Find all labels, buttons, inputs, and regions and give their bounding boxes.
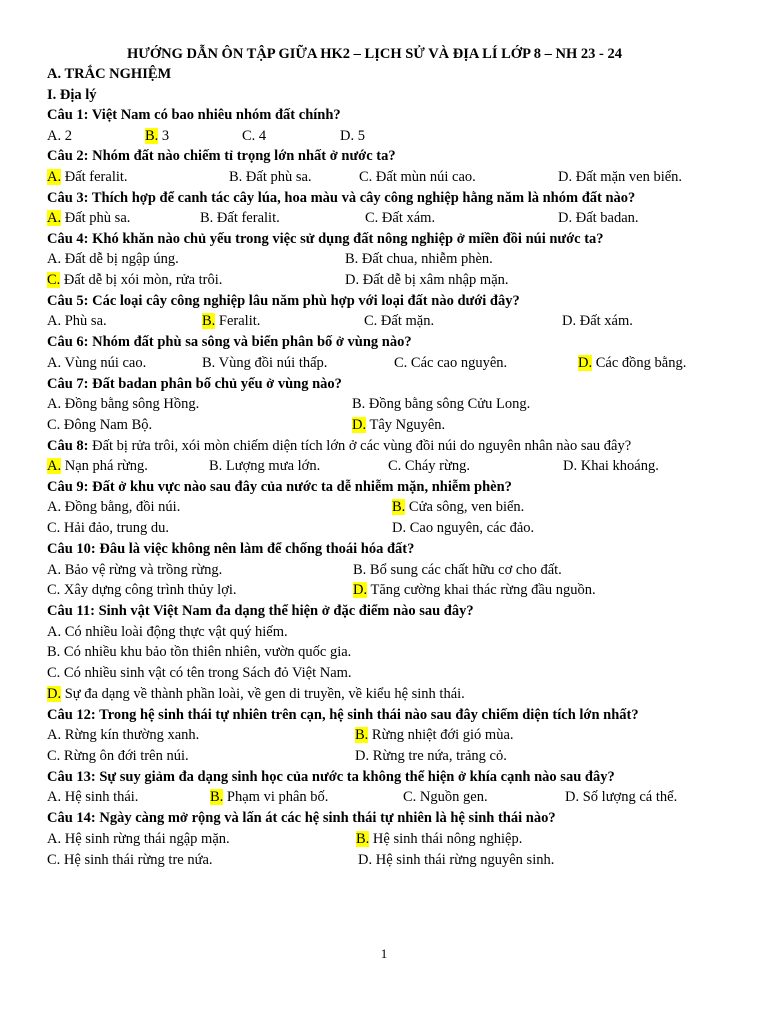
answer-letter: A. <box>47 313 62 330</box>
answer-letter: C. <box>47 582 61 599</box>
question-5: Câu 5: Các loại cây công nghiệp lâu năm phù hợp với loại đất nào dưới đây? <box>47 292 520 309</box>
answer-text: Đất xám. <box>378 210 436 227</box>
answer-option-d <box>355 746 507 767</box>
answer-text: 5 <box>354 127 365 144</box>
answer-row <box>47 249 702 270</box>
answer-option-d <box>345 270 509 291</box>
answer-option-a <box>47 456 148 477</box>
answer-option-a <box>47 311 107 332</box>
answer-text: Đông Nam Bộ. <box>60 416 153 433</box>
answer-text: Đất xám. <box>576 313 633 330</box>
answer-letter: C. <box>47 520 61 537</box>
correct-answer-letter: D. <box>352 416 367 433</box>
answer-text: Có nhiều khu bảo tồn thiên nhiên, vườn quốc gia. <box>60 644 352 661</box>
answer-option-d <box>47 684 465 705</box>
answer-letter: B. <box>209 458 223 475</box>
correct-answer-letter: B. <box>356 830 370 847</box>
answer-option-c <box>47 270 222 291</box>
answer-option-d <box>353 580 596 601</box>
answer-row <box>47 497 702 518</box>
answer-text: Vùng đồi núi thấp. <box>215 354 328 371</box>
answer-text: Xây dựng công trình thủy lợi. <box>60 582 237 599</box>
answer-option-c <box>242 126 266 147</box>
answer-text: Tăng cường khai thác rừng đầu nguồn. <box>367 582 596 599</box>
answer-text: Bảo vệ rừng và trồng rừng. <box>61 561 223 578</box>
answer-text: Hệ sinh thái rừng nguyên sinh. <box>372 851 555 868</box>
answer-text: Rừng ôn đới trên núi. <box>60 748 189 765</box>
answer-option-a <box>47 725 199 746</box>
answer-row <box>47 415 702 436</box>
answer-text: Hệ sinh thái rừng tre nứa. <box>60 851 213 868</box>
document-page <box>47 44 702 870</box>
answer-letter: D. <box>563 458 578 475</box>
answer-option-b <box>352 394 530 415</box>
answer-text: Đồng bằng sông Cửu Long. <box>365 396 531 413</box>
answer-option-a <box>47 560 222 581</box>
answer-text: Đất dễ bị xâm nhập mặn. <box>359 272 509 289</box>
answer-option-b <box>145 126 169 147</box>
answer-row <box>47 560 702 581</box>
answer-text: Đất chua, nhiễm phèn. <box>358 251 493 268</box>
answer-letter: A. <box>47 127 62 144</box>
answer-text: Đất feralit. <box>61 168 128 185</box>
answer-letter: D. <box>355 748 370 765</box>
answer-letter: D. <box>392 520 407 537</box>
answer-option-c <box>394 353 507 374</box>
answer-option-c <box>47 746 189 767</box>
answer-text: Cửa sông, ven biển. <box>405 499 525 516</box>
answer-option-b <box>392 497 524 518</box>
answer-option-a <box>47 787 138 808</box>
answer-text: Feralit. <box>215 313 261 330</box>
correct-answer-letter: A. <box>47 210 62 227</box>
answer-option-a <box>47 126 72 147</box>
answer-letter: B. <box>200 210 214 227</box>
answer-text: Rừng tre nứa, trảng cỏ. <box>369 748 507 765</box>
question-number: Câu 8: <box>47 437 89 454</box>
answer-option-d <box>340 126 365 147</box>
answer-row <box>47 663 702 684</box>
answer-text: Đất dễ bị xói mòn, rửa trôi. <box>60 272 223 289</box>
answer-text: 4 <box>255 127 267 144</box>
answer-text: Cao nguyên, các đảo. <box>406 520 535 537</box>
answer-letter: D. <box>558 210 573 227</box>
answer-option-b <box>210 787 328 808</box>
answer-row <box>47 642 702 663</box>
question-10: Câu 10: Đâu là việc không nên làm để chống thoái hóa đất? <box>47 541 415 558</box>
answer-text: Hải đảo, trung du. <box>60 520 170 537</box>
answer-option-d <box>565 787 677 808</box>
question-text: Đất bị rửa trôi, xói mòn chiếm diện tích lớn ở các vùng đồi núi do nguyên nhân nào sau đây? <box>88 437 632 454</box>
answer-text: Có nhiều sinh vật có tên trong Sách đỏ Việt Nam. <box>60 665 352 682</box>
answer-letter: A. <box>47 561 62 578</box>
answer-option-d <box>578 353 686 374</box>
answer-text: Đất dễ bị ngập úng. <box>61 251 179 268</box>
correct-answer-letter: A. <box>47 458 62 475</box>
answer-option-a <box>47 622 288 643</box>
answer-letter: A. <box>47 354 62 371</box>
answer-letter: C. <box>388 458 402 475</box>
answer-letter: C. <box>365 210 379 227</box>
answer-letter: A. <box>47 789 62 806</box>
answer-option-b <box>209 456 320 477</box>
answer-text: Nạn phá rừng. <box>61 458 148 475</box>
answer-letter: A. <box>47 623 62 640</box>
answer-row <box>47 725 702 746</box>
answer-text: Cháy rừng. <box>401 458 470 475</box>
answer-text: Đất phù sa. <box>242 168 312 185</box>
correct-answer-letter: A. <box>47 168 62 185</box>
answer-option-c <box>359 167 476 188</box>
answer-text: Đồng bằng, đồi núi. <box>61 499 181 516</box>
answer-letter: C. <box>403 789 417 806</box>
answer-text: Các đồng bằng. <box>592 354 687 371</box>
answer-letter: C. <box>242 127 256 144</box>
answer-row <box>47 622 702 643</box>
answer-text: Sự đa dạng về thành phần loài, về gen di truyền, về kiểu hệ sinh thái. <box>61 686 465 703</box>
answer-option-a <box>47 353 146 374</box>
answer-letter: B. <box>202 354 216 371</box>
answer-text: Đất mùn núi cao. <box>372 168 476 185</box>
answer-option-b <box>355 725 514 746</box>
answer-row <box>47 746 702 767</box>
question-list <box>47 105 702 870</box>
document-title: HƯỚNG DẪN ÔN TẬP GIỮA HK2 – LỊCH SỬ VÀ ĐỊA LÍ LỚP 8 – NH 23 - 24 <box>127 46 622 62</box>
section-heading-multiple-choice: A. TRẮC NGHIỆM <box>47 66 172 82</box>
answer-row <box>47 270 702 291</box>
answer-letter: D. <box>562 313 577 330</box>
answer-text: Đất badan. <box>572 210 639 227</box>
answer-letter: B. <box>229 168 243 185</box>
answer-row <box>47 518 702 539</box>
answer-option-a <box>47 208 130 229</box>
page-number: 1 <box>380 946 388 961</box>
answer-option-c <box>47 663 352 684</box>
answer-option-d <box>392 518 534 539</box>
answer-row <box>47 850 702 871</box>
answer-text: Vùng núi cao. <box>61 354 147 371</box>
answer-text: Số lượng cá thể. <box>579 789 678 806</box>
answer-text: Đất mặn ven biển. <box>572 168 683 185</box>
answer-option-d <box>358 850 554 871</box>
answer-option-d <box>563 456 659 477</box>
answer-row <box>47 353 702 374</box>
answer-option-a <box>47 497 180 518</box>
answer-text: Hệ sinh rừng thái ngập mặn. <box>61 830 230 847</box>
correct-answer-letter: D. <box>47 686 62 703</box>
correct-answer-letter: D. <box>578 354 593 371</box>
question-12: Câu 12: Trong hệ sinh thái tự nhiên trên cạn, hệ sinh thái nào sau đây chiếm diện tích lớn nhất? <box>47 706 639 723</box>
answer-text: Khai khoáng. <box>577 458 659 475</box>
answer-option-d <box>562 311 633 332</box>
answer-option-a <box>47 394 199 415</box>
answer-option-d <box>558 208 639 229</box>
answer-row <box>47 684 702 705</box>
answer-letter: A. <box>47 251 62 268</box>
answer-option-c <box>388 456 470 477</box>
answer-option-c <box>364 311 434 332</box>
answer-option-b <box>356 829 522 850</box>
question-4: Câu 4: Khó khăn nào chủ yếu trong việc sử dụng đất nông nghiệp ở miền đồi núi nước ta? <box>47 230 604 247</box>
correct-answer-letter: B. <box>392 499 406 516</box>
answer-row <box>47 580 702 601</box>
question-2: Câu 2: Nhóm đất nào chiếm tỉ trọng lớn nhất ở nước ta? <box>47 148 396 165</box>
answer-option-a <box>47 167 128 188</box>
answer-letter: B. <box>352 396 366 413</box>
answer-option-c <box>365 208 435 229</box>
question-3: Câu 3: Thích hợp để canh tác cây lúa, hoa màu và cây công nghiệp hằng năm là nhóm đất nào? <box>47 189 636 206</box>
answer-text: Đồng bằng sông Hồng. <box>61 396 200 413</box>
answer-row <box>47 126 702 147</box>
answer-letter: B. <box>47 644 61 661</box>
correct-answer-letter: B. <box>202 313 216 330</box>
answer-text: Bổ sung các chất hữu cơ cho đất. <box>366 561 562 578</box>
answer-option-c <box>47 415 152 436</box>
question-8 <box>47 436 702 457</box>
answer-option-b <box>47 642 351 663</box>
answer-letter: B. <box>345 251 359 268</box>
answer-text: Phù sa. <box>61 313 107 330</box>
correct-answer-letter: B. <box>210 789 224 806</box>
answer-letter: C. <box>47 416 61 433</box>
answer-option-b <box>229 167 312 188</box>
question-6: Câu 6: Nhóm đất phù sa sông và biển phân bố ở vùng nào? <box>47 334 412 351</box>
answer-option-d <box>558 167 682 188</box>
answer-text: Rừng kín thường xanh. <box>61 727 200 744</box>
answer-option-b <box>200 208 280 229</box>
question-11: Câu 11: Sinh vật Việt Nam đa dạng thể hiện ở đặc điểm nào sau đây? <box>47 603 474 620</box>
answer-text: Nguồn gen. <box>416 789 488 806</box>
answer-option-b <box>202 353 327 374</box>
answer-letter: C. <box>394 354 408 371</box>
answer-text: Các cao nguyên. <box>407 354 508 371</box>
answer-letter: A. <box>47 727 62 744</box>
answer-text: Phạm vi phân bố. <box>223 789 329 806</box>
answer-option-c <box>403 787 488 808</box>
answer-letter: D. <box>565 789 580 806</box>
answer-row <box>47 787 702 808</box>
answer-letter: D. <box>558 168 573 185</box>
answer-row <box>47 456 702 477</box>
answer-letter: C. <box>47 665 61 682</box>
answer-text: Đất feralit. <box>213 210 280 227</box>
answer-row <box>47 167 702 188</box>
answer-text: 2 <box>61 127 72 144</box>
answer-text: Lượng mưa lớn. <box>222 458 321 475</box>
answer-option-a <box>47 829 230 850</box>
answer-letter: C. <box>364 313 378 330</box>
answer-text: Đất mặn. <box>377 313 435 330</box>
answer-option-b <box>353 560 562 581</box>
answer-text: Hệ sinh thái nông nghiệp. <box>369 830 523 847</box>
answer-letter: B. <box>353 561 367 578</box>
correct-answer-letter: D. <box>353 582 368 599</box>
answer-letter: C. <box>47 748 61 765</box>
correct-answer-letter: C. <box>47 272 61 289</box>
answer-option-b <box>345 249 493 270</box>
answer-text: Hệ sinh thái. <box>61 789 139 806</box>
question-13: Câu 13: Sự suy giảm đa dạng sinh học của nước ta không thể hiện ở khía cạnh nào sau đây? <box>47 768 615 785</box>
answer-text: Có nhiều loài động thực vật quý hiếm. <box>61 623 288 640</box>
answer-letter: D. <box>358 851 373 868</box>
answer-row <box>47 394 702 415</box>
answer-letter: D. <box>345 272 360 289</box>
answer-row <box>47 311 702 332</box>
answer-option-c <box>47 518 169 539</box>
answer-letter: A. <box>47 830 62 847</box>
answer-letter: A. <box>47 499 62 516</box>
answer-text: Rừng nhiệt đới gió mùa. <box>368 727 514 744</box>
answer-option-a <box>47 249 179 270</box>
answer-text: Đất phù sa. <box>61 210 131 227</box>
answer-letter: C. <box>47 851 61 868</box>
answer-option-d <box>352 415 445 436</box>
answer-letter: A. <box>47 396 62 413</box>
answer-text: Tây Nguyên. <box>366 416 446 433</box>
question-1: Câu 1: Việt Nam có bao nhiêu nhóm đất chính? <box>47 107 341 123</box>
question-7: Câu 7: Đất badan phân bố chủ yếu ở vùng nào? <box>47 375 342 392</box>
answer-row <box>47 829 702 850</box>
correct-answer-letter: B. <box>355 727 369 744</box>
answer-letter: D. <box>340 127 355 144</box>
answer-option-c <box>47 580 237 601</box>
section-heading-geography: I. Địa lý <box>47 86 97 103</box>
question-9: Câu 9: Đất ở khu vực nào sau đây của nước ta dễ nhiễm mặn, nhiễm phèn? <box>47 478 512 495</box>
correct-answer-letter: B. <box>145 127 159 144</box>
answer-option-b <box>202 311 260 332</box>
answer-option-c <box>47 850 213 871</box>
question-14: Câu 14: Ngày càng mở rộng và lấn át các hệ sinh thái tự nhiên là hệ sinh thái nào? <box>47 810 556 827</box>
answer-text: 3 <box>158 127 170 144</box>
answer-row <box>47 208 702 229</box>
answer-letter: C. <box>359 168 373 185</box>
